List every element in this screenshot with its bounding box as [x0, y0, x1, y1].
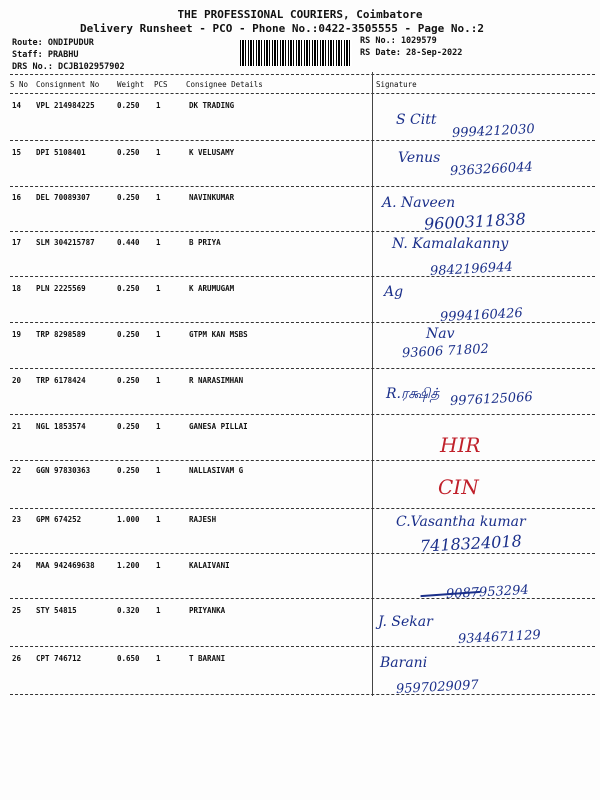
signature-phone: 9363266044 [449, 159, 534, 180]
row-consignment: SLM 304215787 [36, 238, 95, 247]
row-consignee: T BARANI [189, 654, 226, 663]
signature-phone: 9087953294 [445, 582, 530, 603]
row-consignment: MAA 942469638 [36, 561, 95, 570]
col-consignee: Consignee Details [186, 80, 263, 89]
row-consignment: GGN 97830363 [36, 466, 91, 475]
row-weight: 0.320 [117, 606, 140, 615]
row-divider [10, 414, 595, 415]
route-label: Route: ONDIPUDUR [12, 38, 94, 48]
col-consignment: Consignment No [36, 80, 100, 89]
row-sno: 23 [12, 515, 22, 524]
row-consignment: PLN 2225569 [36, 284, 86, 293]
signature-name: Barani [380, 655, 428, 671]
row-pcs: 1 [156, 193, 161, 202]
row-pcs: 1 [156, 376, 161, 385]
row-consignee: NALLASIVAM G [189, 466, 244, 475]
row-weight: 0.440 [117, 238, 140, 247]
row-consignee: PRIYANKA [189, 606, 226, 615]
signature-phone: 9344671129 [457, 627, 542, 648]
row-pcs: 1 [156, 561, 161, 570]
row-consignee: NAVINKUMAR [189, 193, 235, 202]
row-consignment: NGL 1853574 [36, 422, 86, 431]
table-row [0, 101, 600, 113]
table-row [0, 193, 600, 205]
row-consignment: TRP 8298589 [36, 330, 86, 339]
row-consignee: DK TRADING [189, 101, 235, 110]
row-consignee: K ARUMUGAM [189, 284, 235, 293]
row-divider [10, 598, 595, 599]
col-signature: Signature [376, 80, 417, 89]
row-pcs: 1 [156, 466, 161, 475]
row-sno: 14 [12, 101, 22, 110]
row-consignment: STY 54815 [36, 606, 77, 615]
signature-name: Venus [398, 150, 441, 166]
table-row [0, 238, 600, 250]
signature-phone: 9842196944 [429, 259, 514, 280]
row-sno: 18 [12, 284, 22, 293]
row-pcs: 1 [156, 654, 161, 663]
row-consignee: GANESA PILLAI [189, 422, 248, 431]
signature-phone: 9976125066 [449, 389, 534, 410]
row-divider [10, 186, 595, 187]
row-weight: 0.250 [117, 193, 140, 202]
row-weight: 0.250 [117, 284, 140, 293]
row-divider [10, 508, 595, 509]
row-weight: 0.250 [117, 422, 140, 431]
rs-no: RS No.: 1029579 [360, 36, 437, 46]
table-row [0, 422, 600, 434]
signature-phone: 9994212030 [451, 121, 536, 142]
row-consignment: VPL 214984225 [36, 101, 95, 110]
table-row [0, 330, 600, 342]
row-consignment: CPT 746712 [36, 654, 82, 663]
row-sno: 17 [12, 238, 22, 247]
header-company: THE PROFESSIONAL COURIERS, Coimbatore [177, 8, 423, 21]
row-weight: 1.000 [117, 515, 140, 524]
table-row [0, 654, 600, 666]
row-divider [10, 646, 595, 647]
row-divider [10, 140, 595, 141]
row-divider [10, 322, 595, 323]
row-pcs: 1 [156, 422, 161, 431]
row-pcs: 1 [156, 238, 161, 247]
row-weight: 0.250 [117, 101, 140, 110]
row-consignee: GTPM KAN MSBS [189, 330, 248, 339]
row-consignee: R NARASIMHAN [189, 376, 244, 385]
col-sno: S No [10, 80, 29, 89]
rs-date: RS Date: 28-Sep-2022 [360, 48, 463, 58]
row-divider [10, 460, 595, 461]
row-consignee: KALAIVANI [189, 561, 230, 570]
row-weight: 0.250 [117, 148, 140, 157]
row-consignment: GPM 674252 [36, 515, 82, 524]
header-bottom-rule [10, 93, 595, 94]
barcode [240, 40, 352, 66]
row-pcs: 1 [156, 515, 161, 524]
signature-name: Ag [384, 284, 404, 300]
col-pcs: PCS [154, 80, 168, 89]
signature-phone: 7418324018 [419, 531, 523, 556]
row-sno: 26 [12, 654, 22, 663]
row-divider [10, 553, 595, 554]
row-consignee: RAJESH [189, 515, 217, 524]
signature-name: CIN [438, 475, 479, 499]
drs-label: DRS No.: DCJB102957902 [12, 62, 125, 72]
row-sno: 25 [12, 606, 22, 615]
row-consignee: B PRIYA [189, 238, 221, 247]
signature-phone: 9994160426 [439, 305, 524, 326]
row-weight: 0.250 [117, 330, 140, 339]
signature-name: HIR [440, 433, 481, 457]
signature-phone: 9597029097 [395, 677, 480, 698]
signature-name: A. Naveen [382, 195, 456, 211]
row-consignment: DPI 5108401 [36, 148, 86, 157]
row-sno: 24 [12, 561, 22, 570]
row-consignment: TRP 6178424 [36, 376, 86, 385]
row-weight: 0.650 [117, 654, 140, 663]
signature-name: R.ரக்ஷித் [386, 386, 440, 402]
row-divider [10, 276, 595, 277]
signature-name: N. Kamalakanny [392, 236, 509, 252]
header-title: Delivery Runsheet - PCO - Phone No.:0422-3505555 - Page No.:2 [80, 22, 484, 35]
table-row [0, 376, 600, 388]
signature-name: Nav [426, 326, 455, 342]
table-row [0, 284, 600, 296]
table-row [0, 148, 600, 160]
signature-phone: 93606 71802 [401, 341, 490, 362]
row-divider [10, 694, 595, 695]
signature-phone: 9600311838 [423, 209, 527, 234]
row-weight: 1.200 [117, 561, 140, 570]
row-consignee: K VELUSAMY [189, 148, 235, 157]
signature-name: S Citt [396, 112, 437, 128]
row-sno: 15 [12, 148, 22, 157]
row-pcs: 1 [156, 101, 161, 110]
row-sno: 22 [12, 466, 22, 475]
row-sno: 21 [12, 422, 22, 431]
row-pcs: 1 [156, 606, 161, 615]
row-divider [10, 231, 595, 232]
staff-label: Staff: PRABHU [12, 50, 79, 60]
table-row [0, 606, 600, 618]
signature-name: C.Vasantha kumar [396, 514, 526, 530]
row-pcs: 1 [156, 284, 161, 293]
row-pcs: 1 [156, 148, 161, 157]
header-top-rule [10, 74, 595, 75]
table-row [0, 466, 600, 478]
row-weight: 0.250 [117, 376, 140, 385]
row-sno: 19 [12, 330, 22, 339]
row-sno: 20 [12, 376, 22, 385]
row-weight: 0.250 [117, 466, 140, 475]
signature-name: J. Sekar [378, 614, 433, 630]
row-sno: 16 [12, 193, 22, 202]
row-divider [10, 368, 595, 369]
row-consignment: DEL 70089307 [36, 193, 91, 202]
table-row [0, 561, 600, 573]
col-weight: Weight [117, 80, 145, 89]
row-pcs: 1 [156, 330, 161, 339]
